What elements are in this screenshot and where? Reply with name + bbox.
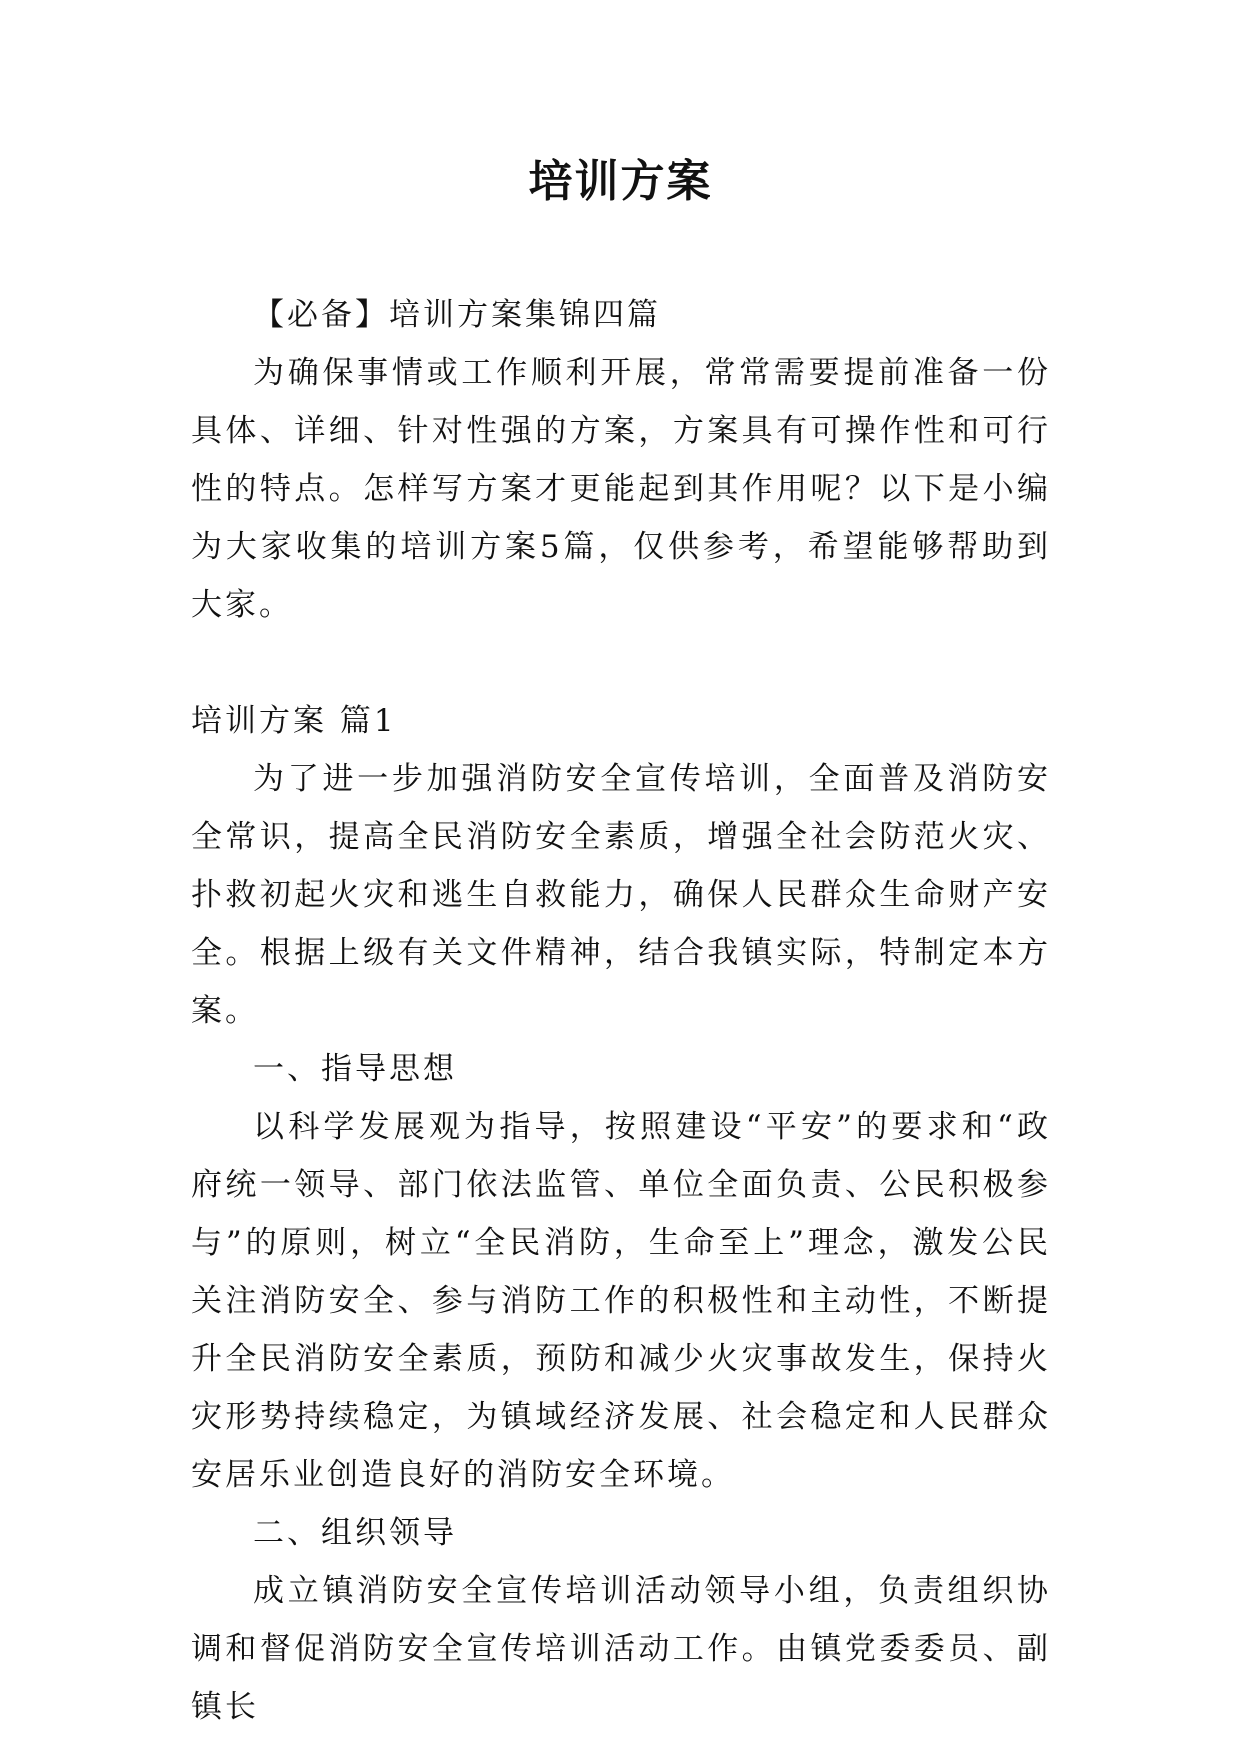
section-heading-part1: 培训方案 篇1 xyxy=(191,703,397,739)
guiding-thought-paragraph: 以科学发展观为指导，按照建设“平安”的要求和“政府统一领导、部门依法监管、单位全面负责、公民积极参与”的原则，树立“全民消防，生命至上”理念，激发公民关注消防安全、参与消防工作的积极性和主动性，不断提升全民消防安全素质，预防和减少火灾事故发生，保持火灾形势持续稳定，为镇域经济发展、社会稳定和人民群众安居乐业创造良好的消防安全环境。 xyxy=(191,1109,1051,1493)
organization-paragraph: 成立镇消防安全宣传培训活动领导小组，负责组织协调和督促消防安全宣传培训活动工作。由镇党委委员、副镇长 xyxy=(191,1573,1051,1725)
part1-paragraph: 为了进一步加强消防安全宣传培训，全面普及消防安全常识，提高全民消防安全素质，增强全社会防范火灾、扑救初起火灾和逃生自救能力，确保人民群众生命财产安全。根据上级有关文件精神，结合我镇实际，特制定本方案。 xyxy=(191,761,1051,1029)
section-gap xyxy=(191,634,1051,692)
document-body xyxy=(191,286,1051,1736)
intro-paragraph: 为确保事情或工作顺利开展，常常需要提前准备一份具体、详细、针对性强的方案，方案具有可操作性和可行性的特点。怎样写方案才更能起到其作用呢？以下是小编为大家收集的培训方案5篇，仅供参考，希望能够帮助到大家。 xyxy=(191,355,1051,623)
organization-heading: 二、组织领导 xyxy=(253,1515,457,1551)
guiding-thought-heading: 一、指导思想 xyxy=(253,1051,457,1087)
intro-heading: 【必备】培训方案集锦四篇 xyxy=(253,297,661,333)
page-title: 培训方案 xyxy=(528,156,713,207)
